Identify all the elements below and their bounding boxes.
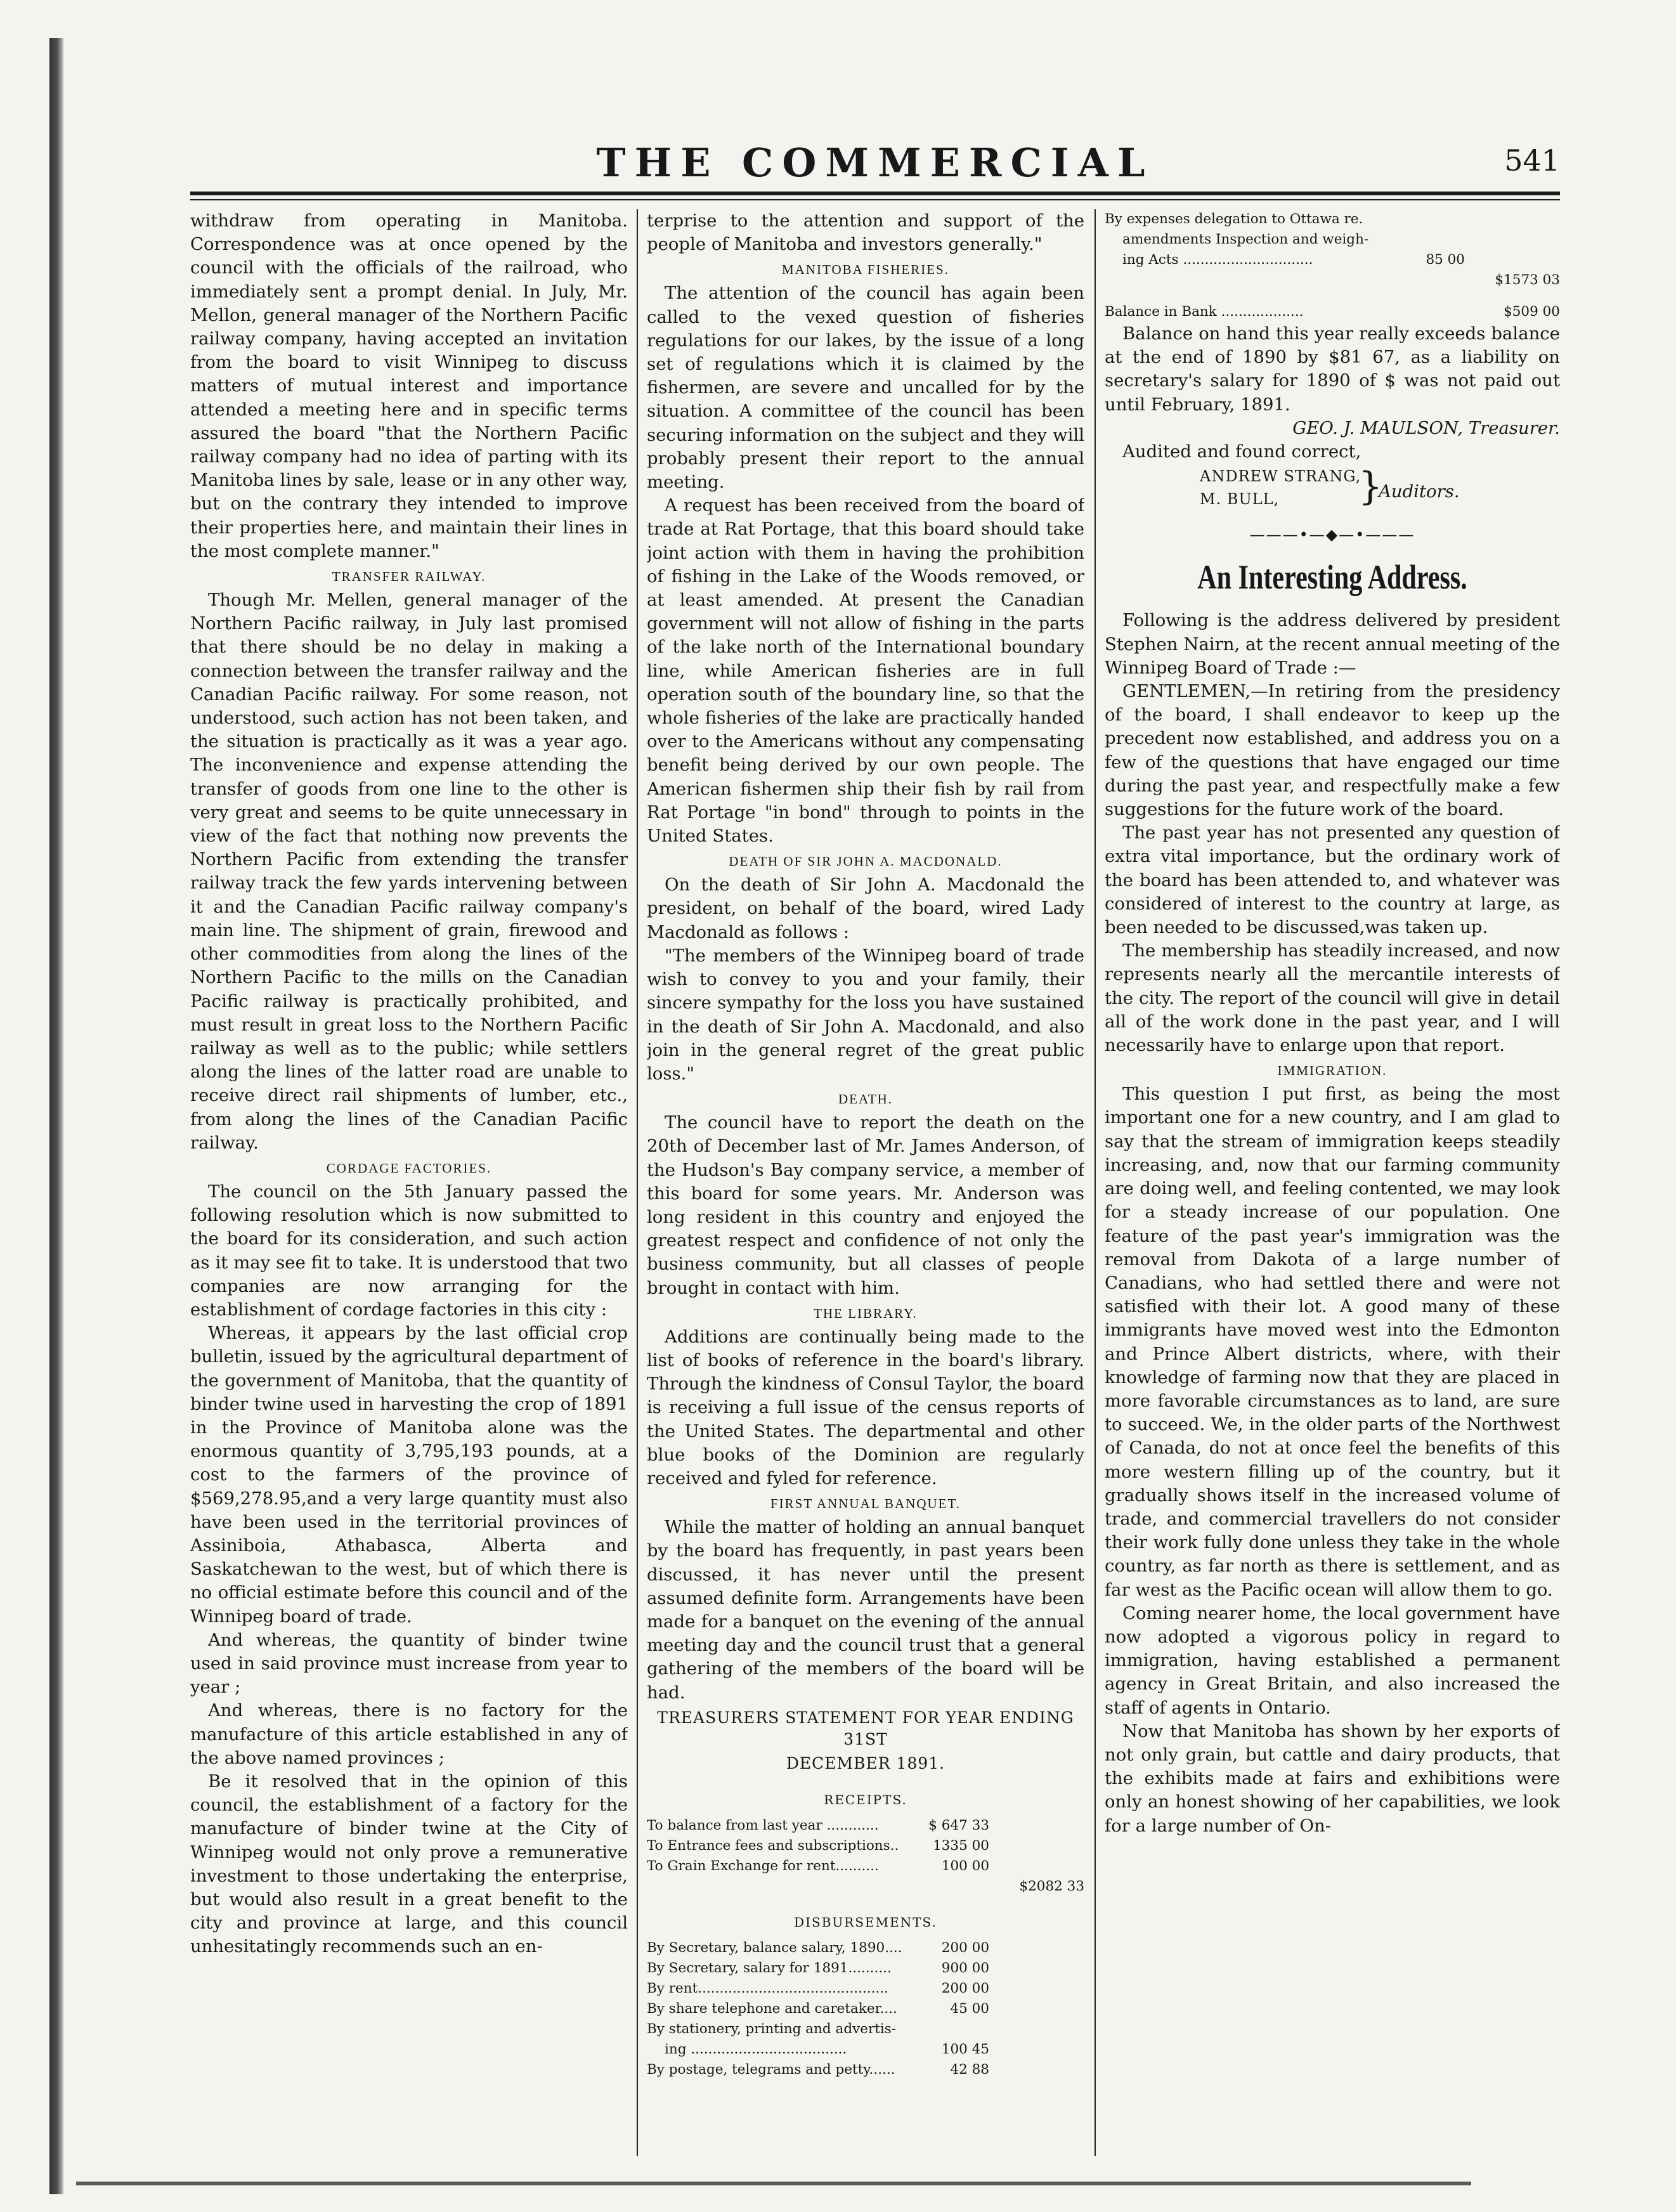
paragraph: terprise to the attention and support of the people of Manitoba and investors generally." (647, 211, 1084, 255)
paragraph: The council have to report the death on the 20th of December last of Mr. James Anderson, of the Hudson's Bay company service, a member of this board for some years. Mr. Anderson was long resident in this country and enjoyed the greatest respect and confidence of not only the business community, but all classes of people brought in contact with him. (647, 1112, 1084, 1298)
disbursement-amount: 45 00 (950, 2001, 989, 2017)
disbursement-amount: 200 00 (941, 1940, 989, 1956)
paragraph: Balance on hand this year really exceeds balance at the end of 1890 by $81 67, as a liability on secretary's salary for 1890 of $ was not paid out until February, 1891. (1105, 323, 1560, 415)
disbursement-label: By stationery, printing and advertis- (647, 2021, 897, 2038)
disbursements-total-row (1105, 270, 1560, 290)
page-header (190, 140, 1560, 190)
paragraph: On the death of Sir John A. Macdonald the president, on behalf of the board, wired Lady Macdonald as follows : (647, 875, 1084, 942)
balance-row (1105, 302, 1560, 322)
section-heading-cordage-factories: CORDAGE FACTORIES. (326, 1160, 492, 1176)
disbursement-amount: 85 00 (1426, 252, 1465, 268)
paragraph: Coming nearer home, the local government have now adopted a vigorous policy in regard to immigration, having established a permanent agency in Great Britain, and also increased the staff of agents in Ontario. (1105, 1603, 1560, 1718)
ornament-divider: ———•—◆—•——— (1249, 526, 1415, 544)
section-heading-death-macdonald: DEATH OF SIR JOHN A. MACDONALD. (729, 854, 1003, 869)
disbursement-row (647, 1958, 1084, 1979)
balance-label: Balance in Bank ................... (1105, 304, 1304, 320)
disbursement-amount: 900 00 (941, 1960, 989, 1977)
receipt-amount: 100 00 (941, 1857, 989, 1874)
auditor-name: ANDREW STRANG, (1200, 467, 1361, 486)
article-title: An Interesting Address. (1197, 558, 1467, 597)
quoted-telegram: "The members of the Winnipeg board of trade wish to convey to you and your family, their sincere sympathy for the loss you have sustained in the death of Sir John A. Macdonald, and also join in the general regret of the great public loss." (647, 945, 1084, 1084)
paragraph: Additions are continually being made to the list of books of reference in the board's library. Through the kindness of Consul Taylor, the board is receiving a full issue of the census reports of the United States. The departmental and other blue books of the Dominion are regularly received and fyled for reference. (647, 1326, 1084, 1488)
paragraph: This question I put first, as being the most important one for a new country, and I am glad to say that the stream of immigration keeps steadily increasing, and, now that our farming community are doing well, and feeling contented, we may look for a steady increase of our population. One feature of the past year's immigration was the removal from Dakota of a large number of Canadians, who had settled there and were not satisfied with their lot. A good many of these immigrants have moved west into the Edmonton and Prince Albert districts, where, with their knowledge of farming now that they are placed in more favorable circumstances as to land, are sure to succeed. We, in the older parts of the Northwest of Canada, do not at once feel the benefits of this more western filling up of the country, but it gradually shows itself in the increased volume of trade, and commercial travellers do not consider their work fully done unless they take in the whole country, as far north as there is settlement, and as far west as the Pacific ocean will allow them to go. (1105, 1084, 1560, 1600)
disbursement-row (647, 2040, 1084, 2060)
column-1 (190, 209, 628, 2156)
column-divider (637, 209, 638, 2156)
header-rule (190, 192, 1560, 195)
disbursement-label: By share telephone and caretaker.... (647, 2001, 897, 2017)
disbursement-row (647, 1938, 1084, 1958)
column-3 (1105, 209, 1560, 2156)
disbursement-amount: 100 45 (941, 2041, 989, 2058)
auditors-block (1105, 465, 1560, 518)
receipts-total: $2082 33 (1019, 1878, 1084, 1894)
disbursement-label: amendments Inspection and weigh- (1122, 231, 1369, 247)
section-heading-manitoba-fisheries: MANITOBA FISHERIES. (782, 262, 949, 278)
paragraph: Though Mr. Mellen, general manager of the Northern Pacific railway, in July last promised that there should be no delay in making a connection between the transfer railway and the Canadian Pacific railway. For some reason, not understood, such action has not been taken, and the situation is practically as it was a year ago. The inconvenience and expense attending the transfer of goods from one line to the other is very great and seems to be quite unnecessary in view of the fact that nothing now prevents the Northern Pacific from extending the transfer railway track the few yards intervening between it and the Canadian Pacific railway company's main line. The shipment of grain, firewood and other commodities from along the lines of the Northern Pacific to the mills on the Canadian Pacific railway is practically prohibited, and must result in great loss to the Northern Pacific railway as well as to the public; while settlers along the lines of the latter road are unable to receive direct rail shipments of lumber, etc., from along the lines of the Canadian Pacific railway. (190, 590, 628, 1153)
header-rule-thin (190, 199, 1560, 200)
disbursement-amount (913, 2019, 989, 2040)
disbursement-row (647, 2060, 1084, 2080)
paragraph: The past year has not presented any question of extra vital importance, but the ordinary work of the board has been attended to, and whatever was considered of interest to the country at large, as been needed to be discussed,was taken up. (1105, 823, 1560, 938)
disbursement-label: By Secretary, salary for 1891.......... (647, 1960, 892, 1977)
paragraph: And whereas, the quantity of binder twine used in said province must increase from year to year ; (190, 1629, 628, 1698)
paragraph: GENTLEMEN,—In retiring from the presidency of the board, I shall endeavor to keep up the precedent now established, and address you on a few of the questions that have engaged our time during the past year, and respectfully make a few suggestions for the future work of the board. (1105, 681, 1560, 820)
disbursement-row (1105, 230, 1560, 250)
audit-note: Audited and found correct, (1122, 441, 1361, 462)
auditor-names (1200, 465, 1361, 511)
column-divider (1095, 209, 1096, 2156)
disbursement-label: By expenses delegation to Ottawa re. (1105, 211, 1363, 227)
paragraph: A request has been received from the board of trade at Rat Portage, that this board should take joint action with them in having the prohibition of fishing in the Lake of the Woods removed, or at least amended. At present the Canadian government will not allow of fishing in the parts of the lake north of the International boundary line, while American fisheries are in full operation south of the boundary line, so that the whole fisheries of the lake are practically handed over to the Americans without any compensating benefit being derived by our own people. The American fishermen ship their fish by rail from Rat Portage "in bond" through to points in the United States. (647, 495, 1084, 847)
disbursement-row (647, 2019, 1084, 2040)
receipt-amount: $ 647 33 (928, 1817, 989, 1833)
disbursement-amount: 42 88 (950, 2062, 989, 2078)
receipt-row (647, 1836, 1084, 1856)
disbursements-heading: DISBURSEMENTS. (794, 1914, 937, 1930)
receipt-label: To balance from last year ............ (647, 1817, 879, 1833)
receipt-row (647, 1816, 1084, 1836)
section-heading-immigration: IMMIGRATION. (1277, 1063, 1387, 1079)
scan-margin-edge (49, 38, 63, 2194)
receipt-label: To Entrance fees and subscriptions.. (647, 1837, 899, 1854)
disbursement-amount: 200 00 (941, 1981, 989, 1997)
paragraph: The membership has steadily increased, and now represents nearly all the mercantile interests of the city. The report of the council will give in detail all of the work done in the past year, and I will necessarily have to enlarge upon that report. (1105, 940, 1560, 1056)
paragraph: withdraw from operating in Manitoba. Correspondence was at once opened by the council with the officials of the railroad, who immediately sent a prompt denial. In July, Mr. Mellon, general manager of the Northern Pacific railway company, having accepted an invitation from the board to visit Winnipeg to discuss matters of mutual interest and importance attended a meeting here and in specific terms assured the board "that the Northern Pacific railway company had no idea of parting with its Manitoba lines by sale, lease or in any other way, but on the contrary they intended to improve their properties here, and maintain their lines in the most complete manner." (190, 211, 628, 561)
treasurer-statement-title-2: DECEMBER 1891. (786, 1753, 945, 1773)
receipts-heading: RECEIPTS. (824, 1792, 907, 1807)
receipt-label: To Grain Exchange for rent.......... (647, 1857, 879, 1874)
receipt-row (647, 1856, 1084, 1877)
disbursement-label: ing .................................... (665, 2041, 847, 2058)
paragraph: Be it resolved that in the opinion of this council, the establishment of a factory for the manufacture of binder twine at the City of Winnipeg would not only prove a remunerative investment to those undertaking the enterprise, but would also result in a great benefit to the city and province at large, and this council unhesitatingly recommends such an en- (190, 1771, 628, 1957)
treasurer-signature: GEO. J. MAULSON, Treasurer. (1292, 417, 1560, 438)
brace-glyph: } (1358, 464, 1383, 509)
paragraph: Following is the address delivered by president Stephen Nairn, at the recent annual meeting of the Winnipeg Board of Trade :— (1105, 610, 1560, 678)
column-2 (647, 209, 1084, 2156)
masthead: THE COMMERCIAL (596, 140, 1154, 186)
auditor-name: M. BULL, (1200, 490, 1280, 509)
disbursements-total: $1573 03 (1495, 272, 1560, 288)
disbursement-label: By rent............................................ (647, 1981, 888, 1997)
disbursement-row (647, 1999, 1084, 2019)
disbursement-label: By Secretary, balance salary, 1890.... (647, 1940, 902, 1956)
paragraph: The attention of the council has again been called to the vexed question of fisheries regulations for our lakes, by the issue of a long set of regulations which it is claimed by the fishermen, are severe and uncalled for by the situation. A committee of the council has been securing information on the subject and they will probably present their report to the annual meeting. (647, 283, 1084, 493)
auditors-label: Auditors. (1379, 481, 1460, 502)
receipt-amount: 1335 00 (933, 1837, 989, 1854)
disbursement-label: ing Acts .............................. (1122, 252, 1313, 268)
section-heading-library: THE LIBRARY. (814, 1305, 918, 1321)
section-heading-banquet: FIRST ANNUAL BANQUET. (770, 1496, 961, 1512)
paragraph: The council on the 5th January passed the following resolution which is now submitted to the board for its consideration, and such action as it may see fit to take. It is understood that two companies are now arranging for the establishment of cordage factories in this city : (190, 1181, 628, 1320)
page-number: 541 (1504, 143, 1560, 178)
paragraph: And whereas, there is no factory for the manufacture of this article established in any of the above named provinces ; (190, 1700, 628, 1768)
disbursement-label: By postage, telegrams and petty...... (647, 2062, 895, 2078)
section-heading-death: DEATH. (838, 1091, 893, 1107)
paragraph: While the matter of holding an annual banquet by the board has frequently, in past years been discussed, it has never until the present assumed definite form. Arrangements have been made for a banquet on the evening of the annual meeting day and the council trust that a general gathering of the members of the board will be had. (647, 1517, 1084, 1703)
receipts-total-row (647, 1877, 1084, 1897)
treasurer-statement-title: TREASURERS STATEMENT FOR YEAR ENDING 31ST (657, 1708, 1074, 1748)
disbursement-row (647, 1979, 1084, 1999)
disbursement-row (1105, 209, 1560, 230)
scan-bottom-edge (76, 2182, 1471, 2185)
paragraph: Now that Manitoba has shown by her exports of not only grain, but cattle and dairy products, that the exhibits made at fairs and exhibitions were only an honest showing of her capabilities, we look for a large number of On- (1105, 1721, 1560, 1836)
section-heading-transfer-railway: TRANSFER RAILWAY. (332, 569, 486, 585)
paragraph: Whereas, it appears by the last official crop bulletin, issued by the agricultural department of the government of Manitoba, that the quantity of binder twine used in harvesting the crop of 1891 in the Province of Manitoba alone was the enormous quantity of 3,795,193 pounds, at a cost to the farmers of the province of $569,278.95,and a very large quantity must also have been used in the territorial provinces of Assiniboia, Athabasca, Alberta and Saskatchewan to the west, but of which there is no official estimate before this council and of the Winnipeg board of trade. (190, 1323, 628, 1627)
balance-amount: $509 00 (1504, 304, 1560, 320)
disbursement-row (1105, 250, 1560, 270)
